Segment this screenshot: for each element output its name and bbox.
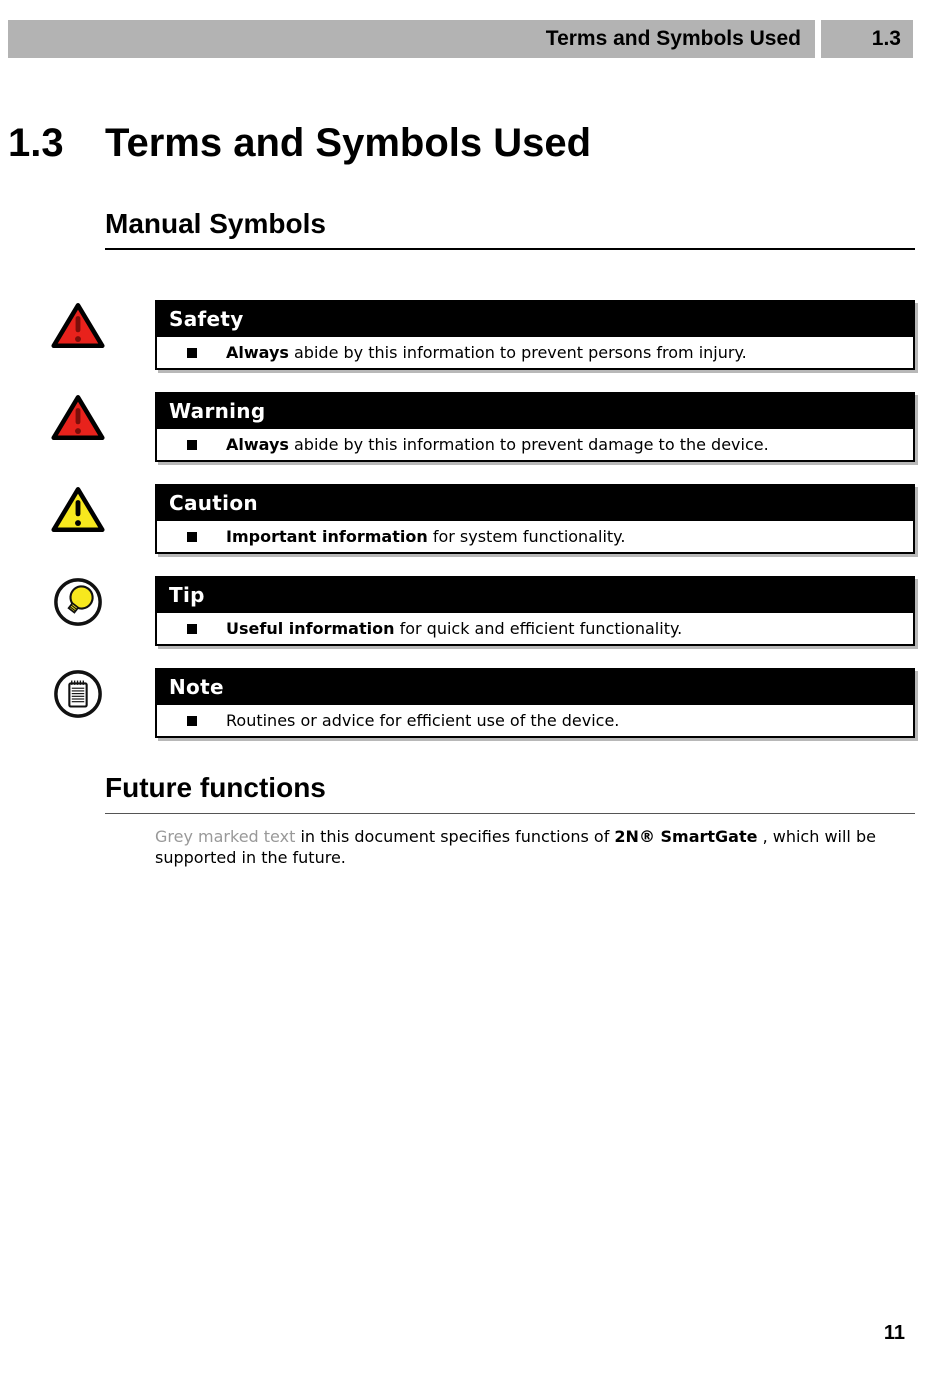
safety-box	[155, 300, 915, 370]
square-bullet-icon	[187, 532, 197, 542]
note-box-title: Note	[157, 670, 913, 703]
square-bullet-icon	[187, 624, 197, 634]
paragraph-text-mid: in this document specifies functions of	[295, 827, 615, 846]
symbol-row-tip	[0, 576, 915, 646]
caution-box-title: Caution	[157, 486, 913, 519]
grey-marked-text: Grey marked text	[155, 827, 296, 846]
note-box	[155, 668, 915, 738]
page-header-title: Terms and Symbols Used	[545, 27, 801, 50]
safety-box-lead: Always	[226, 343, 289, 362]
page-header-section-cell	[821, 20, 913, 58]
caution-box-body	[157, 519, 913, 552]
square-bullet-icon	[187, 440, 197, 450]
caution-box-text: for system functionality.	[427, 527, 626, 546]
safety-box-body	[157, 335, 913, 368]
paragraph-text-tail: , which will be supported in the future.	[155, 827, 882, 867]
page-header-title-cell	[8, 20, 815, 58]
symbol-row-safety	[0, 300, 915, 370]
tip-box-title: Tip	[157, 578, 913, 611]
warning-triangle-red-icon	[0, 300, 155, 351]
warning-box-lead: Always	[226, 435, 289, 454]
page-number: 11	[883, 1322, 905, 1344]
note-box-text: Routines or advice for efficient use of the device.	[226, 711, 620, 730]
warning-triangle-red-icon	[0, 392, 155, 443]
product-name: 2N® SmartGate	[614, 827, 758, 846]
note-pad-icon	[0, 668, 155, 719]
warning-box-title: Warning	[157, 394, 913, 427]
warning-box-body	[157, 427, 913, 460]
chapter-title	[8, 120, 591, 166]
symbol-row-caution	[0, 484, 915, 554]
symbol-rows	[0, 300, 915, 760]
tip-box-body	[157, 611, 913, 644]
heading-future-functions: Future functions	[105, 772, 915, 814]
symbol-row-warning	[0, 392, 915, 462]
page-header-section-number: 1.3	[871, 27, 901, 50]
tip-bulb-icon	[0, 576, 155, 627]
square-bullet-icon	[187, 716, 197, 726]
safety-box-title: Safety	[157, 302, 913, 335]
note-box-body	[157, 703, 913, 736]
caution-box	[155, 484, 915, 554]
square-bullet-icon	[187, 348, 197, 358]
tip-box-lead: Useful information	[226, 619, 395, 638]
heading-manual-symbols: Manual Symbols	[105, 208, 915, 250]
chapter-number: 1.3	[8, 121, 64, 165]
tip-box-text: for quick and efficient functionality.	[394, 619, 683, 638]
chapter-title-text: Terms and Symbols Used	[105, 121, 592, 165]
page-header-bar	[8, 20, 913, 58]
warning-box	[155, 392, 915, 462]
future-functions-paragraph	[155, 826, 912, 868]
safety-box-text: abide by this information to prevent persons from injury.	[288, 343, 747, 362]
caution-triangle-yellow-icon	[0, 484, 155, 535]
caution-box-lead: Important information	[226, 527, 428, 546]
tip-box	[155, 576, 915, 646]
warning-box-text: abide by this information to prevent damage to the device.	[288, 435, 769, 454]
symbol-row-note	[0, 668, 915, 738]
